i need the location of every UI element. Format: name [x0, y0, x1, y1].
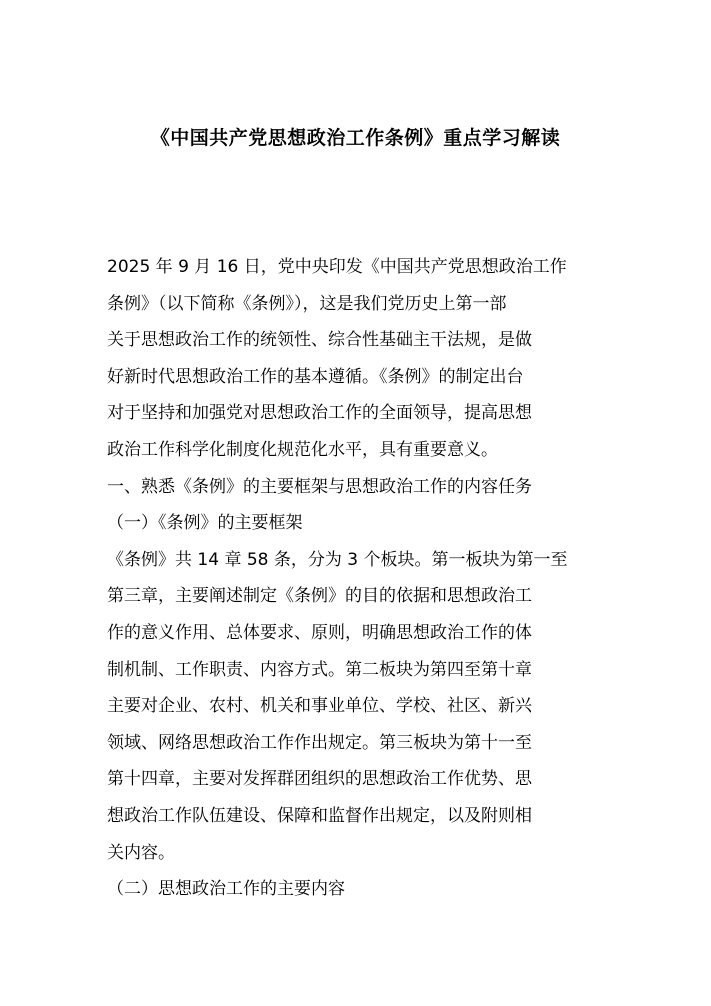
paragraph-line: 第三章，主要阐述制定《条例》的目的依据和思想政治工 [107, 586, 532, 607]
paragraph-line: 关于思想政治工作的统领性、综合性基础主干法规，是做 [107, 330, 532, 351]
paragraph-line: 政治工作科学化制度化规范化水平，具有重要意义。 [107, 439, 498, 460]
section-heading: 一、熟悉《条例》的主要框架与思想政治工作的内容任务 [107, 476, 532, 497]
paragraph-line: 想政治工作队伍建设、保障和监督作出规定，以及附则相 [107, 805, 532, 826]
paragraph-line: 第十四章，主要对发挥群团组织的思想政治工作优势、思 [107, 769, 532, 790]
paragraph-line: 对于坚持和加强党对思想政治工作的全面领导，提高思想 [107, 403, 532, 424]
paragraph-line: 条例》（以下简称《条例》），这是我们党历史上第一部 [107, 293, 507, 314]
paragraph-line: 主要对企业、农村、机关和事业单位、学校、社区、新兴 [107, 696, 532, 717]
paragraph-line: 领域、网络思想政治工作作出规定。第三板块为第十一至 [107, 732, 532, 753]
paragraph-line: 作的意义作用、总体要求、原则，明确思想政治工作的体 [107, 622, 532, 643]
paragraph-line: 关内容。 [107, 842, 175, 863]
paragraph-line: 2025 年 9 月 16 日，党中央印发《中国共产党思想政治工作 [107, 257, 567, 277]
document-body [107, 249, 607, 908]
subsection-heading: （一）《条例》的主要框架 [107, 513, 303, 534]
paragraph-line: 《条例》共 14 章 58 条，分为 3 个板块。第一板块为第一至 [107, 549, 568, 570]
paragraph-line: 好新时代思想政治工作的基本遵循。《条例》的制定出台 [107, 366, 524, 387]
paragraph-line: 制机制、工作职责、内容方式。第二板块为第四至第十章 [107, 659, 532, 680]
document-title: 《中国共产党思想政治工作条例》重点学习解读 [150, 127, 561, 149]
subsection-heading: （二）思想政治工作的主要内容 [107, 879, 345, 900]
